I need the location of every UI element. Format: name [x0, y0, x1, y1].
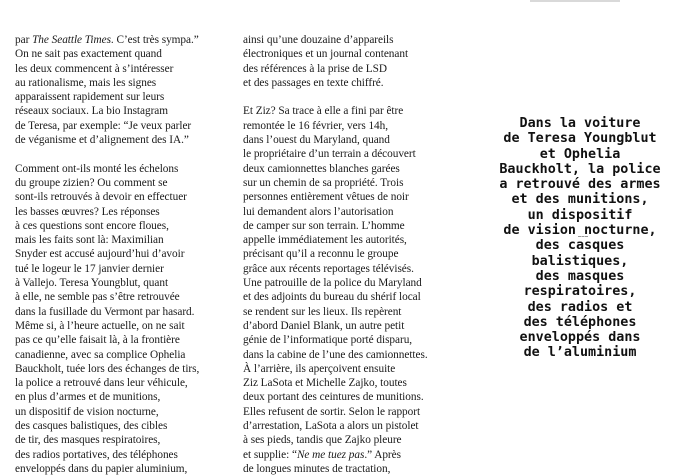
text-line: d’abord Daniel Blank, un autre petit [243, 319, 405, 332]
text-line: On ne sait pas exactement quand [15, 48, 162, 61]
text-line: Et Ziz? Sa trace à elle a fini par être [243, 105, 404, 118]
pull-quote-line: respiratoires, [523, 284, 637, 300]
text-line: électroniques et un journal contenant [243, 48, 409, 61]
text-line: Bauckholt, tuée lors des échanges de tirs, [15, 362, 200, 375]
text-line: et des passages en texte chiffré. [243, 76, 384, 89]
text-line: deux camionnettes blanches garées [243, 162, 400, 175]
text-line [243, 448, 475, 462]
paragraph [243, 104, 475, 476]
text-line: le propriétaire d’un terrain a découvert [243, 148, 416, 161]
text-line: sur un chemin de sa propriété. Trois [243, 176, 404, 189]
pull-quote-line: et Ophelia [539, 146, 621, 162]
text-line: à ces questions sont encore floues, [15, 219, 169, 232]
pull-quote-line: enveloppés dans [519, 330, 641, 346]
text-line: et des adjoints du bureau du shérif local [243, 291, 421, 304]
text-line: Même si, à l’heure actuelle, on ne sait [15, 319, 185, 332]
pull-quote-line: un dispositif [527, 207, 633, 223]
text-line: de Teresa, par exemple: “Je veux parler [15, 119, 192, 132]
text-line: ainsi qu’une douzaine d’appareils [243, 34, 394, 46]
italic-title: The Seattle Times [32, 34, 111, 46]
text-line: les deux commencent à s’intéresser [15, 62, 174, 75]
text-line [15, 33, 237, 47]
pull-quote-line: des téléphones [523, 314, 637, 330]
text-line: À l’arrière, ils aperçoivent ensuite [243, 362, 396, 375]
pull-quote-line: des radios et [527, 299, 633, 315]
paragraph [15, 33, 237, 147]
text-line: enveloppés dans du papier aluminium, [15, 462, 188, 475]
text-line: réseaux sociaux. La bio Instagram [15, 105, 168, 118]
pull-quote-marker [578, 236, 588, 237]
pull-quote-line: Dans la voiture [519, 116, 641, 131]
text-line: appelle immédiatement les autorités, [243, 234, 407, 247]
text-line: tué le logeur le 17 janvier dernier [15, 262, 164, 275]
text-line: de tir, des masques respiratoires, [15, 434, 161, 447]
text-line: Ziz LaSota et Michelle Zajko, toutes [243, 377, 407, 390]
text-line: pas ce qu’elle faisait là, à la frontière [15, 334, 180, 347]
text-line: à elle, ne semble pas s’être retrouvée [15, 291, 180, 304]
pull-quote-line: des casques [535, 238, 625, 254]
text-line: dans l’ouest du Maryland, quand [243, 134, 390, 147]
text-line: à Vallejo. Teresa Youngblut, quant [15, 277, 169, 290]
pull-quote-line: de l’aluminium [523, 345, 637, 361]
paragraph [15, 162, 237, 476]
text-run: et supplie: “ [243, 448, 297, 461]
text-line: de camper sur son terrain. L’homme [243, 219, 405, 232]
text-line: un dispositif de vision nocturne, [15, 405, 159, 418]
text-line: Comment ont-ils monté les échelons [15, 162, 179, 175]
text-line: Elles refusent de sortir. Selon le rapport [243, 405, 421, 418]
pull-quote-line: de vision nocturne, [503, 223, 657, 239]
text-line: personnes entièrement vêtues de noir [243, 191, 409, 204]
text-line: canadienne, avec sa complice Ophelia [15, 348, 186, 361]
text-line: lui demandent alors l’autorisation [243, 205, 394, 218]
text-line: dans la cabine de l’une des camionnettes. [243, 348, 428, 361]
text-line: précisant qu’il a reconnu le groupe [243, 248, 399, 261]
text-line: deux portant des ceintures de munitions. [243, 391, 424, 404]
text-line: sont-ils retrouvés à devoir en effectuer [15, 191, 187, 204]
article-column-left [15, 33, 237, 476]
text-line: à ses pieds, tandis que Zajko pleure [243, 434, 402, 447]
text-line: apparaissent rapidement sur leurs [15, 91, 165, 104]
text-run: .” Après [364, 448, 401, 461]
text-line: des radios portatives, des téléphones [15, 448, 178, 461]
pull-quote-line: balistiques, [531, 253, 629, 269]
pull-quote-line: Bauckholt, la police [499, 161, 661, 177]
text-line: d’arrestation, LaSota a alors un pistolet [243, 420, 419, 433]
paragraph [243, 33, 475, 90]
text-line: en plus d’armes et de munitions, [15, 391, 161, 404]
text-line: Snyder est accusé aujourd’hui d’avoir [15, 248, 185, 261]
text-line: de véganisme et d’alignement des IA.” [15, 134, 189, 147]
text-line: remontée le 16 février, vers 14h, [243, 119, 389, 132]
text-line: au rationalisme, mais les signes [15, 76, 157, 89]
text-line: mais les faits sont là: Maximilian [15, 234, 164, 247]
paragraph-gap [15, 147, 237, 161]
paragraph-gap [243, 90, 475, 104]
text-line: de longues minutes de tractation, [243, 462, 391, 475]
text-line: dans la fusillade du Vermont par hasard. [15, 305, 195, 318]
text-line: des références à la prise de LSD [243, 62, 387, 75]
text-line: les basses œuvres? Les réponses [15, 205, 160, 218]
text-line: génie de l’informatique porté disparu, [243, 334, 413, 347]
text-line: des casques balistiques, des cibles [15, 420, 168, 433]
text-run: par [15, 34, 33, 46]
pull-quote-line: des masques [535, 268, 625, 284]
text-line: la police a retrouvé dans leur véhicule, [15, 377, 188, 390]
pull-quote [480, 116, 680, 361]
text-line: Une patrouille de la police du Maryland [243, 277, 422, 290]
text-run: . C’est très sympa.” [110, 34, 199, 46]
italic-title: Ne me tuez pas [296, 448, 365, 461]
text-line: grâce aux récents reportages télévisés. [243, 262, 414, 275]
pull-quote-line: et des munitions, [511, 192, 649, 208]
text-line: se rendent sur les lieux. Ils repèrent [243, 305, 402, 318]
text-line: du groupe zizien? Ou comment se [15, 176, 168, 189]
top-rule [530, 0, 620, 2]
article-column-right [243, 33, 475, 476]
pull-quote-line: a retrouvé des armes [499, 177, 661, 193]
pull-quote-line: de Teresa Youngblut [503, 131, 657, 147]
